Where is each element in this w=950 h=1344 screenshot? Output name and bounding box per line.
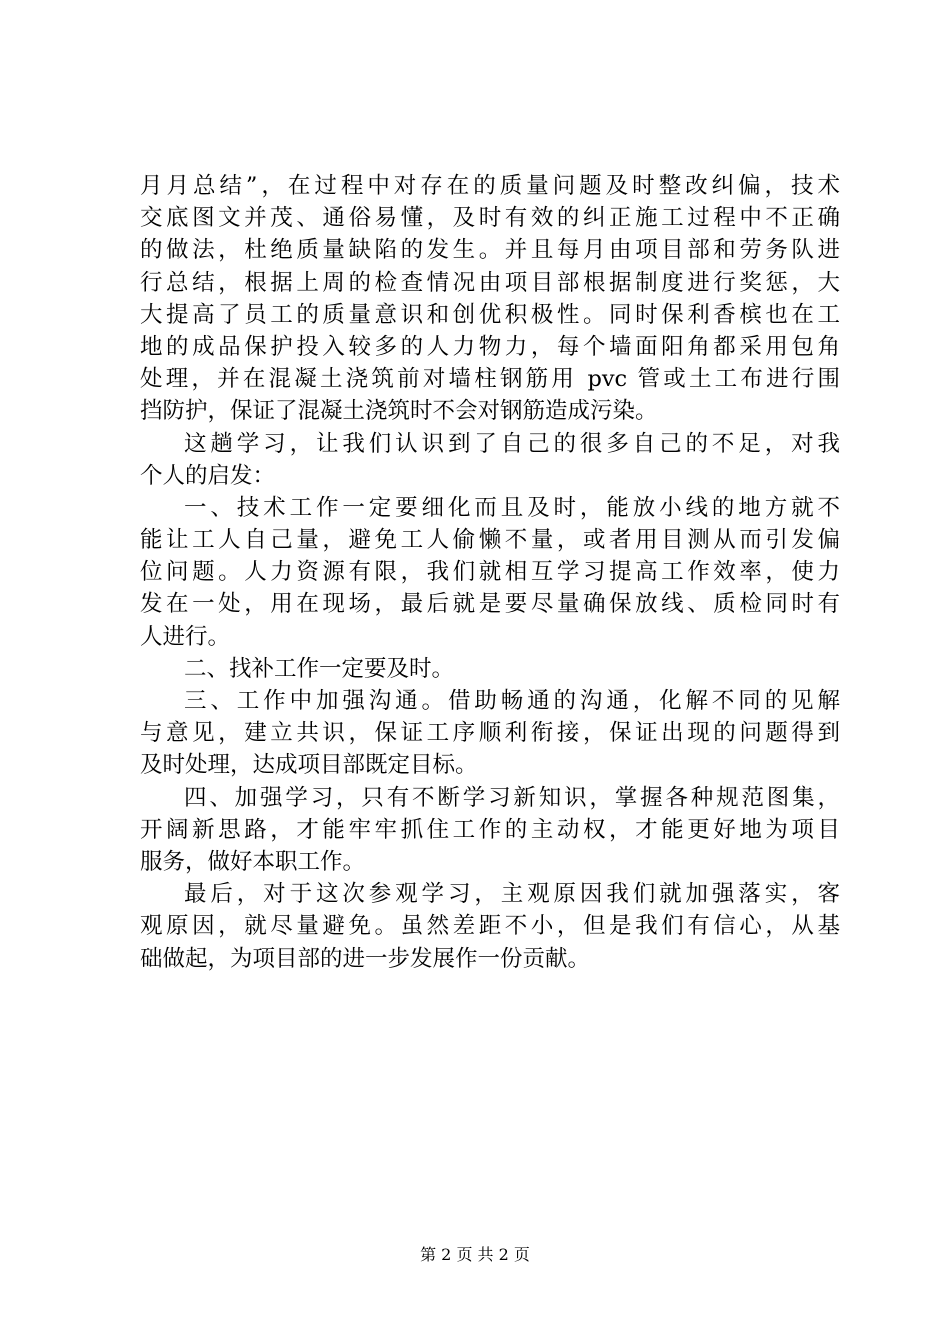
text-line: 的做法，杜绝质量缺陷的发生。并且每月由项目部和劳务队进 — [140, 237, 840, 264]
text-line: 月月总结”，在过程中对存在的质量问题及时整改纠偏，技术 — [140, 173, 840, 199]
text-line: 及时处理，达成项目部既定目标。 — [140, 752, 478, 779]
paragraph-start-line: 最后，对于这次参观学习，主观原因我们就加强落实，客 — [184, 881, 840, 908]
text-line: 交底图文并茂、通俗易懂，及时有效的纠正施工过程中不正确 — [140, 205, 840, 232]
text-line: 处理，并在混凝土浇筑前对墙柱钢筋用 pvc 管或土工布进行围 — [140, 366, 840, 393]
text-line: 观原因，就尽量避免。虽然差距不小，但是我们有信心，从基 — [140, 913, 840, 940]
paragraph-start-line: 四、加强学习，只有不断学习新知识，掌握各种规范图集， — [184, 784, 840, 811]
document-body — [140, 170, 840, 975]
text-line: 个人的启发： — [140, 462, 276, 489]
text-line: 挡防护，保证了混凝土浇筑时不会对钢筋造成污染。 — [140, 398, 658, 425]
text-line: 行总结，根据上周的检查情况由项目部根据制度进行奖惩，大 — [140, 269, 840, 296]
paragraph-start-line: 这趟学习，让我们认识到了自己的很多自己的不足，对我 — [184, 430, 840, 457]
text-line: 发在一处，用在现场，最后就是要尽量确保放线、质检同时有 — [140, 591, 840, 618]
text-line: 大提高了员工的质量意识和创优积极性。同时保利香槟也在工 — [140, 301, 840, 328]
text-line: 与意见，建立共识，保证工序顺利衔接，保证出现的问题得到 — [140, 720, 840, 747]
paragraph-start-line: 二、找补工作一定要及时。 — [184, 655, 455, 682]
text-line: 地的成品保护投入较多的人力物力，每个墙面阳角都采用包角 — [140, 333, 840, 360]
page-number-footer: 第 2 页 共 2 页 — [420, 1245, 530, 1264]
text-line: 能让工人自己量，避免工人偷懒不量，或者用目测从而引发偏 — [140, 527, 840, 554]
text-line: 位问题。人力资源有限，我们就相互学习提高工作效率，使力 — [140, 559, 840, 586]
paragraph-start-line: 一、技术工作一定要细化而且及时，能放小线的地方就不 — [184, 494, 840, 521]
paragraph-start-line: 三、工作中加强沟通。借助畅通的沟通，化解不同的见解 — [184, 688, 840, 714]
text-line: 服务，做好本职工作。 — [140, 848, 366, 875]
text-line: 人进行。 — [140, 623, 231, 650]
text-line: 开阔新思路，才能牢牢抓住工作的主动权，才能更好地为项目 — [140, 816, 840, 843]
text-line: 础做起，为项目部的进一步发展作一份贡献。 — [140, 945, 591, 972]
